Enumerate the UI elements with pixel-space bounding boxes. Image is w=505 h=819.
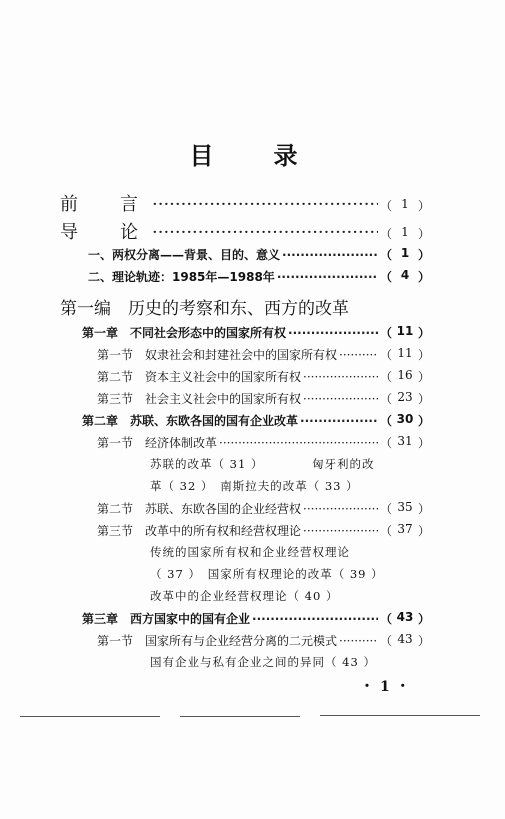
toc-subnote: 革（ 32 ） 南斯拉夫的改革（ 33 ） (150, 479, 359, 493)
toc-entry-chapter-3 (82, 610, 430, 627)
toc-label: 第一章 不同社会形态中的国家所有权 (82, 326, 287, 340)
toc-page: （ 23 ） (380, 390, 430, 406)
toc-page: （ 37 ） (380, 522, 430, 538)
toc-entry-introduction (60, 218, 430, 244)
leader-dots (303, 392, 378, 406)
toc-page: （ 4 ） (380, 268, 430, 284)
toc-entry-intro-1 (88, 246, 430, 263)
toc-entry-ch2-sec2 (97, 500, 430, 517)
leader-dots (288, 326, 378, 340)
toc-subnote: 匈牙利的改 (312, 457, 375, 471)
toc-entry-ch2-sec3 (97, 522, 430, 539)
toc-page: （ 11 ） (380, 346, 430, 362)
leader-dots (252, 612, 378, 626)
toc-entry-ch2-sec1 (97, 434, 430, 451)
leader-dots (219, 436, 378, 450)
leader-dots (303, 524, 378, 538)
toc-subnote: （ 37 ） 国家所有权理论的改革（ 39 ） (150, 567, 384, 581)
toc-entry-ch3-sec1 (97, 632, 430, 649)
toc-page: （ 1 ） (380, 197, 430, 213)
leader-dots (339, 634, 378, 648)
toc-entry-chapter-2 (82, 412, 430, 429)
toc-subnote: 国有企业与私有企业之间的异同（ 43 ） (150, 655, 376, 669)
leader-dots (303, 370, 378, 384)
toc-label: 前 言 (60, 194, 150, 215)
toc-label: 第一节 经济体制改革 (97, 436, 218, 450)
toc-entry-ch1-sec3 (97, 390, 430, 407)
toc-page: （ 11 ） (380, 324, 430, 340)
toc-label: 第一节 国家所有与企业经营分离的二元模式 (97, 634, 338, 648)
toc-subnote: 传统的国家所有权和企业经营权理论 (150, 545, 350, 559)
toc-label: 二、理论轨迹：1985年—1988年 (88, 270, 275, 284)
toc-label: 第三章 西方国家中的国有企业 (82, 612, 251, 626)
toc-label: 第二章 苏联、东欧各国的国有企业改革 (82, 414, 299, 428)
leader-dots (152, 194, 378, 215)
toc-entry-ch1-sec1 (97, 346, 430, 363)
toc-page: （ 43 ） (380, 610, 430, 626)
leader-dots (282, 248, 378, 262)
toc-page: （ 1 ） (380, 246, 430, 262)
toc-page: （ 35 ） (380, 500, 430, 516)
leader-dots (152, 222, 378, 243)
part-heading: 第一编 历史的考察和东、西方的改革 (60, 299, 349, 319)
toc-label: 一、两权分离——背景、目的、意义 (88, 248, 281, 262)
toc-label: 导 论 (60, 222, 150, 243)
toc-entry-intro-2 (88, 268, 430, 285)
page-title: 目 录 (189, 141, 316, 170)
toc-subnote: 苏联的改革（ 31 ） (150, 457, 264, 471)
leader-dots (300, 414, 378, 428)
page-number: ・1・ (360, 679, 416, 695)
toc-subnote: 改革中的企业经营权理论（ 40 ） (150, 589, 339, 603)
toc-entry-preface (60, 190, 430, 216)
toc-label: 第二节 苏联、东欧各国的企业经营权 (97, 502, 302, 516)
toc-entry-chapter-1 (82, 324, 430, 341)
scan-line (20, 716, 160, 717)
scan-line (320, 715, 480, 716)
toc-page: （ 1 ） (380, 225, 430, 241)
toc-entry-ch1-sec2 (97, 368, 430, 385)
toc-page: （ 16 ） (380, 368, 430, 384)
toc-label: 第二节 资本主义社会中的国家所有权 (97, 370, 302, 384)
toc-page: （ 43 ） (380, 632, 430, 648)
leader-dots (339, 348, 378, 362)
toc-page: （ 31 ） (380, 434, 430, 450)
leader-dots (277, 270, 378, 284)
toc-label: 第三节 社会主义社会中的国家所有权 (97, 392, 302, 406)
toc-label: 第一节 奴隶社会和封建社会中的国家所有权 (97, 348, 338, 362)
toc-label: 第三节 改革中的所有权和经营权理论 (97, 524, 302, 538)
scan-line (180, 716, 300, 717)
toc-page: （ 30 ） (380, 412, 430, 428)
leader-dots (303, 502, 378, 516)
